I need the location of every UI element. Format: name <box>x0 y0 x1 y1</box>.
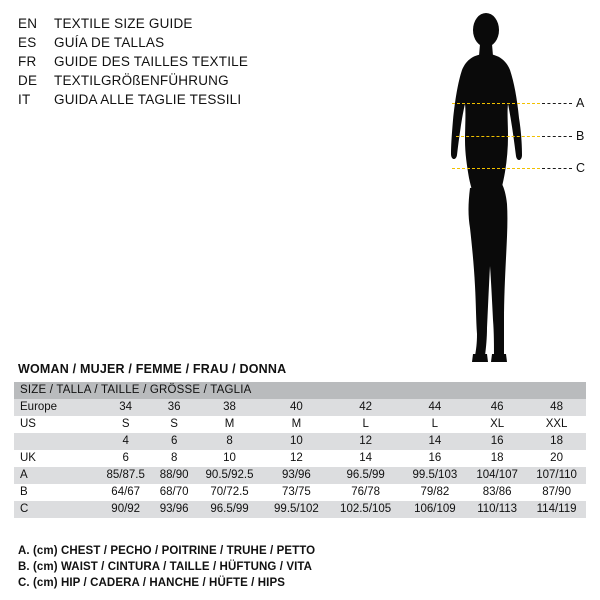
language-code: IT <box>18 92 31 107</box>
female-silhouette-figure <box>430 8 590 368</box>
language-row <box>18 73 438 92</box>
cell: 93/96 <box>153 501 195 518</box>
row-label: A <box>14 467 98 484</box>
measure-line-a-extension <box>542 103 572 104</box>
language-title: TEXTILE SIZE GUIDE <box>54 16 193 31</box>
cell: 36 <box>153 399 195 416</box>
cell: XL <box>467 416 527 433</box>
size-table <box>14 382 586 518</box>
cell: XXL <box>527 416 586 433</box>
cell: 96.5/99 <box>329 467 403 484</box>
cell: L <box>329 416 403 433</box>
cell: 88/90 <box>153 467 195 484</box>
language-row <box>18 92 438 111</box>
cell: 10 <box>195 450 264 467</box>
cell: 96.5/99 <box>195 501 264 518</box>
cell: 64/67 <box>98 484 153 501</box>
cell: 6 <box>98 450 153 467</box>
cell: 40 <box>264 399 329 416</box>
cell: 18 <box>527 433 586 450</box>
row-label: US <box>14 416 98 433</box>
cell: 79/82 <box>403 484 468 501</box>
section-title: WOMAN / MUJER / FEMME / FRAU / DONNA <box>18 362 287 376</box>
measure-line-a-body <box>452 103 540 104</box>
table-header-row <box>14 382 586 399</box>
table-row <box>14 484 586 501</box>
cell: 12 <box>264 450 329 467</box>
cell: 99.5/102 <box>264 501 329 518</box>
body-silhouette-icon <box>430 8 590 368</box>
measure-label-c: C <box>576 161 586 175</box>
cell: 114/119 <box>527 501 586 518</box>
cell: S <box>153 416 195 433</box>
cell: 85/87.5 <box>98 467 153 484</box>
table-row <box>14 416 586 433</box>
cell: 16 <box>467 433 527 450</box>
table-row <box>14 399 586 416</box>
cell: 70/72.5 <box>195 484 264 501</box>
row-label: Europe <box>14 399 98 416</box>
language-row <box>18 54 438 73</box>
language-row <box>18 16 438 35</box>
note-b: B. (cm) WAIST / CINTURA / TAILLE / HÜFTUNG / VITA <box>18 561 313 573</box>
row-label: C <box>14 501 98 518</box>
cell: 38 <box>195 399 264 416</box>
cell: 107/110 <box>527 467 586 484</box>
row-label <box>14 433 98 450</box>
measure-label-b: B <box>576 129 585 143</box>
cell: 42 <box>329 399 403 416</box>
cell: 90/92 <box>98 501 153 518</box>
cell: S <box>98 416 153 433</box>
cell: 4 <box>98 433 153 450</box>
language-title: GUIDA ALLE TAGLIE TESSILI <box>54 92 242 107</box>
measure-label-a: A <box>576 96 585 110</box>
cell: 20 <box>527 450 586 467</box>
cell: 6 <box>153 433 195 450</box>
cell: 104/107 <box>467 467 527 484</box>
cell: 73/75 <box>264 484 329 501</box>
cell: 8 <box>153 450 195 467</box>
table-row <box>14 467 586 484</box>
cell: 48 <box>527 399 586 416</box>
measurement-notes <box>18 543 578 591</box>
cell: 8 <box>195 433 264 450</box>
cell: 14 <box>329 450 403 467</box>
cell: 14 <box>403 433 468 450</box>
cell: M <box>195 416 264 433</box>
cell: 76/78 <box>329 484 403 501</box>
language-title: GUÍA DE TALLAS <box>54 35 165 50</box>
language-title: GUIDE DES TAILLES TEXTILE <box>54 54 249 69</box>
cell: 93/96 <box>264 467 329 484</box>
language-code: FR <box>18 54 37 69</box>
cell: M <box>264 416 329 433</box>
cell: 106/109 <box>403 501 468 518</box>
cell: 10 <box>264 433 329 450</box>
measure-line-b-extension <box>542 136 572 137</box>
cell: 68/70 <box>153 484 195 501</box>
table-row <box>14 450 586 467</box>
cell: 110/113 <box>467 501 527 518</box>
measure-line-c-extension <box>542 168 572 169</box>
cell: 44 <box>403 399 468 416</box>
table-row <box>14 501 586 518</box>
note-c: C. (cm) HIP / CADERA / HANCHE / HÜFTE / HIPS <box>18 577 286 589</box>
cell: 83/86 <box>467 484 527 501</box>
cell: 46 <box>467 399 527 416</box>
language-title-list <box>18 16 438 111</box>
cell: 12 <box>329 433 403 450</box>
language-code: ES <box>18 35 37 50</box>
language-row <box>18 35 438 54</box>
cell: 102.5/105 <box>329 501 403 518</box>
cell: 16 <box>403 450 468 467</box>
cell: 90.5/92.5 <box>195 467 264 484</box>
measure-line-c-body <box>452 168 540 169</box>
row-label: UK <box>14 450 98 467</box>
measure-line-b-body <box>456 136 540 137</box>
note-a: A. (cm) CHEST / PECHO / POITRINE / TRUHE / PETTO <box>18 545 316 557</box>
table-row <box>14 433 586 450</box>
language-code: DE <box>18 73 38 88</box>
row-label: B <box>14 484 98 501</box>
cell: 87/90 <box>527 484 586 501</box>
table-header-label: SIZE / TALLA / TAILLE / GRÖSSE / TAGLIA <box>20 384 252 396</box>
size-table-container <box>14 382 586 518</box>
cell: L <box>403 416 468 433</box>
cell: 18 <box>467 450 527 467</box>
language-title: TEXTILGRÖßENFÜHRUNG <box>54 73 229 88</box>
cell: 99.5/103 <box>403 467 468 484</box>
cell: 34 <box>98 399 153 416</box>
language-code: EN <box>18 16 38 31</box>
